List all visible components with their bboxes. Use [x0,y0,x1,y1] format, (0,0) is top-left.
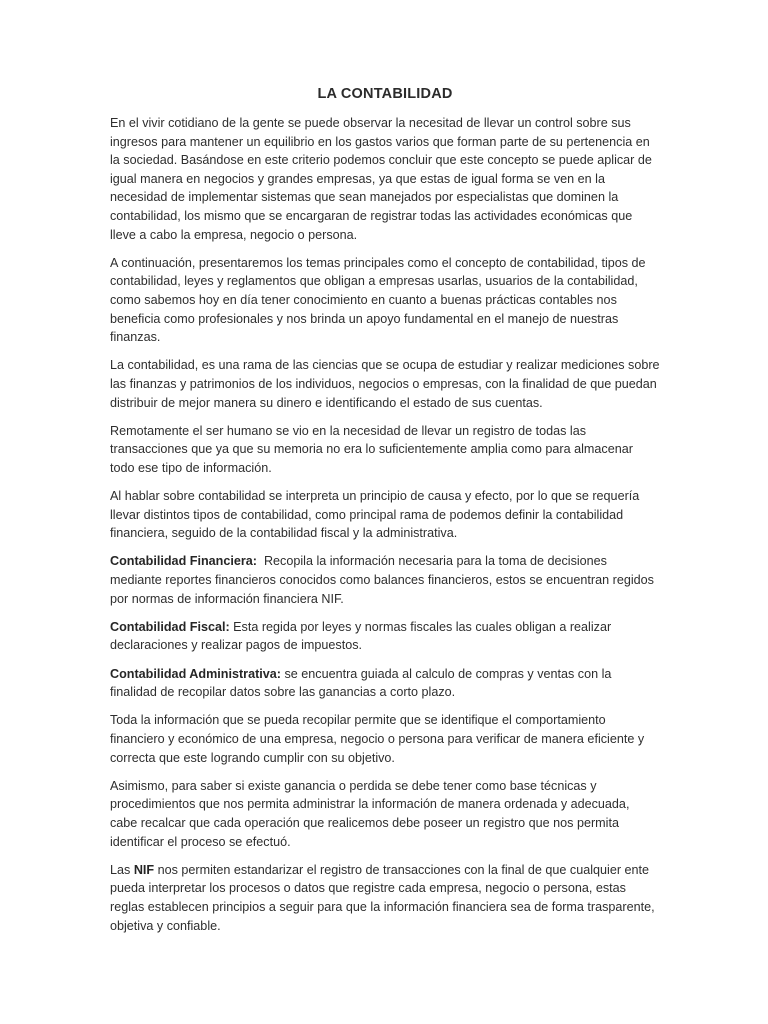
paragraph-text: A continuación, presentaremos los temas principales como el concepto de contabilidad, tipos de contabilidad, leyes y reglamentos que obligan a empresas usarlas, usuarios de la contabilidad, como sabemos hoy en día tener conocimiento en cuanto a buenas prácticas contables nos beneficia como profesionales y nos brinda un apoyo fundamental en el manejo de nuestras finanzas. [110,255,646,345]
paragraph-procedures [110,777,660,851]
term-financial: Contabilidad Financiera: [110,554,257,569]
paragraph-text: nos permiten estandarizar el registro de transacciones con la final de que cualquier ente pueda interpretar los procesos o datos que registre cada empresa, negocio o persona, estas reglas establecen principios a seguir para que la información financiera sea de forma trasparente, objetiva y confiable. [110,862,655,933]
term-administrative: Contabilidad Administrativa: [110,666,281,681]
paragraph-text: Remotamente el ser humano se vio en la necesidad de llevar un registro de todas las transacciones que ya que su memoria no era lo suficientemente amplia como para almacenar todo ese tipo de información. [110,423,633,475]
term-fiscal: Contabilidad Fiscal: [110,619,230,634]
paragraph-text: Toda la información que se pueda recopilar permite que se identifique el comportamiento financiero y económico de una empresa, negocio o persona para verificar de manera eficiente y correcta que este logrando cumplir con su objetivo. [110,713,645,765]
paragraph-definition [110,356,660,412]
paragraph-financial [110,552,660,608]
paragraph-nif [110,861,660,935]
paragraph-text: se encuentra guiada al calculo de compras y ventas con la finalidad de recopilar datos sobre las ganancias a corto plazo. [110,666,612,700]
paragraph-history [110,422,660,478]
term-nif: NIF [133,862,155,877]
paragraph-types [110,487,660,543]
paragraph-fiscal [110,618,660,655]
document-title: LA CONTABILIDAD [317,86,453,102]
paragraph-intro [110,114,660,244]
paragraph-text: Esta regida por leyes y normas fiscales las cuales obligan a realizar declaraciones y realizar pagos de impuestos. [110,619,612,653]
paragraph-text: Recopila la información necesaria para la toma de decisiones mediante reportes financieros conocidos como balances financieros, estos se encuentran regidos por normas de información financiera NIF. [110,554,658,606]
paragraph-text: Asimismo, para saber si existe ganancia o perdida se debe tener como base técnicas y procedimientos que nos permita administrar la información de manera ordenada y adecuada, cabe recalcar que cada operación que realicemos debe poseer un registro que nos permita identificar el proceso se efectuó. [110,778,630,849]
paragraph-text: En el vivir cotidiano de la gente se puede observar la necesitad de llevar un control sobre sus ingresos para mantener un equilibrio en los gastos varios que forman parte de su pertenencia en la sociedad. Basándose en este criterio podemos concluir que este concepto se puede aplicar de igual manera en negocios y grandes empresas, ya que estas de igual forma se ven en la necesidad de implementar sistemas que sean manejados por especialistas que dominen la contabilidad, los mismo que se encargaran de registrar todas las actividades económicas que lleve a cabo la empresa, negocio o persona. [110,116,652,242]
paragraph-administrative [110,665,660,702]
paragraph-text: Al hablar sobre contabilidad se interpreta un principio de causa y efecto, por lo que se requería llevar distintos tipos de contabilidad, como principal rama de podemos definir la contabilidad financiera, seguido de la contabilidad fiscal y la administrativa. [110,489,640,541]
paragraph-topics [110,254,660,347]
paragraph-lead: Las [110,862,134,877]
paragraph-information [110,711,660,767]
paragraph-text: La contabilidad, es una rama de las ciencias que se ocupa de estudiar y realizar mediciones sobre las finanzas y patrimonios de los individuos, negocios o empresas, con la finalidad de que puedan distribuir de mejor manera su dinero e identificando el estado de sus cuentas. [110,358,660,410]
